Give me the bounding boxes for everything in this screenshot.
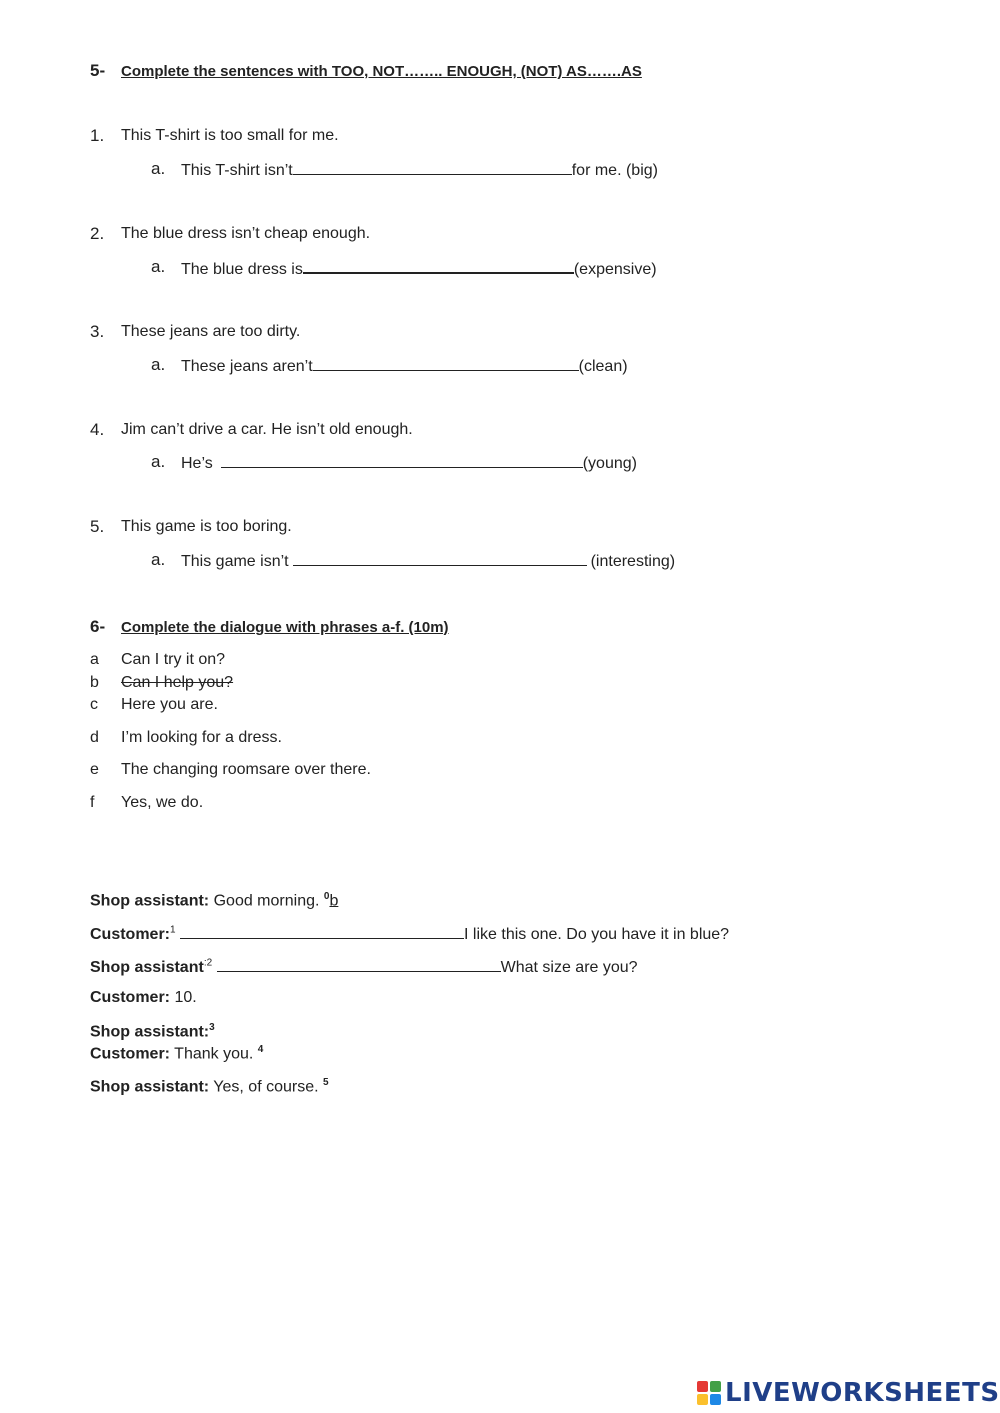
speaker: Shop assistant: [90,1023,210,1041]
sub-label: a. [151,159,166,178]
phrase-text: Can I try it on? [121,651,226,668]
phrase-letter: f [90,794,95,811]
dialogue-line [90,957,638,977]
answer-line [181,356,628,376]
item-number: 5. [90,517,105,536]
item-number: 2. [90,224,105,243]
gap-number: 4 [257,1044,264,1055]
example-answer: b [329,892,339,910]
sub-label: a. [151,257,166,276]
dialogue-text: What size are you? [500,959,638,976]
speaker: Shop assistant: [90,1078,210,1096]
dialogue-line [90,1022,215,1041]
section-6-number: 6- [90,617,106,636]
answer-suffix: for me. (big) [571,162,658,179]
answer-prefix: He’s [181,455,213,472]
dialogue-text: Yes, of course. [213,1078,319,1096]
phrase-letter: e [90,761,99,778]
logo-mark-icon [697,1381,721,1405]
dialogue-line [90,1044,263,1063]
liveworksheets-logo[interactable] [697,1378,1000,1408]
speaker: Customer: [90,989,171,1006]
phrase-letter: b [90,674,99,691]
gap-number: 5 [323,1077,329,1088]
answer-blank[interactable] [303,258,574,274]
sub-label: a. [151,452,166,471]
item-number: 4. [90,420,105,439]
gap-number: 0 [323,891,330,902]
speaker: Shop assistant: [90,892,210,910]
item-sentence: The blue dress isn’t cheap enough. [121,225,371,242]
dialogue-line [90,924,729,944]
phrase-text: Yes, we do. [121,794,204,811]
sub-label: a. [151,355,166,374]
item-sentence: These jeans are too dirty. [121,323,301,340]
answer-suffix: (young) [582,455,637,472]
item-number: 3. [90,322,105,341]
item-sentence: This game is too boring. [121,518,292,535]
answer-blank[interactable] [293,551,587,566]
dialogue-text: Good morning. [213,892,320,910]
phrase-letter: c [90,696,98,713]
speaker: Customer: [90,1045,171,1063]
item-sentence: This T-shirt is too small for me. [121,127,339,144]
phrase-text: The changing roomsare over there. [121,761,371,778]
answer-blank[interactable] [217,957,501,972]
answer-line [181,551,675,571]
phrase-letter: d [90,729,99,746]
section-5-number: 5- [90,61,106,80]
dialogue-text: 10. [174,989,197,1006]
phrase-text: I’m looking for a dress. [121,729,282,746]
item-number: 1. [90,126,105,145]
answer-line [181,453,637,473]
speaker: Shop assistant [90,959,204,976]
dialogue-line [90,891,338,910]
item-sentence: Jim can’t drive a car. He isn’t old enough. [121,421,413,438]
gap-number: 3 [209,1022,215,1033]
answer-line [181,160,658,180]
answer-blank[interactable] [293,160,572,175]
answer-prefix: The blue dress is [181,261,303,278]
speaker: Customer: [90,926,171,943]
sub-label: a. [151,550,166,569]
gap-number: :2 [203,957,213,969]
phrase-letter: a [90,651,99,668]
answer-prefix: This T-shirt isn’t [181,162,293,179]
gap-number: 1 [170,924,176,936]
phrase-text-used: Can I help you? [121,674,234,691]
answer-suffix: (expensive) [573,261,657,278]
answer-suffix: (interesting) [590,553,676,570]
answer-blank[interactable] [221,453,583,468]
answer-suffix: (clean) [578,358,628,375]
section-6-heading: Complete the dialogue with phrases a-f. (10m) [121,619,449,636]
answer-prefix: This game isn’t [181,553,289,570]
section-5-heading: Complete the sentences with TOO, NOT…….. ENOUGH, (NOT) AS…….AS [121,63,642,80]
dialogue-text: I like this one. Do you have it in blue? [464,926,730,943]
dialogue-line [90,1077,329,1096]
phrase-text: Here you are. [121,696,218,713]
logo-text: LIVEWORKSHEETS [725,1378,1000,1408]
answer-blank[interactable] [313,356,579,371]
answer-blank[interactable] [180,924,464,939]
answer-line [181,258,657,279]
answer-prefix: These jeans aren’t [181,358,313,375]
dialogue-line [90,989,197,1007]
dialogue-text: Thank you. [174,1045,254,1063]
